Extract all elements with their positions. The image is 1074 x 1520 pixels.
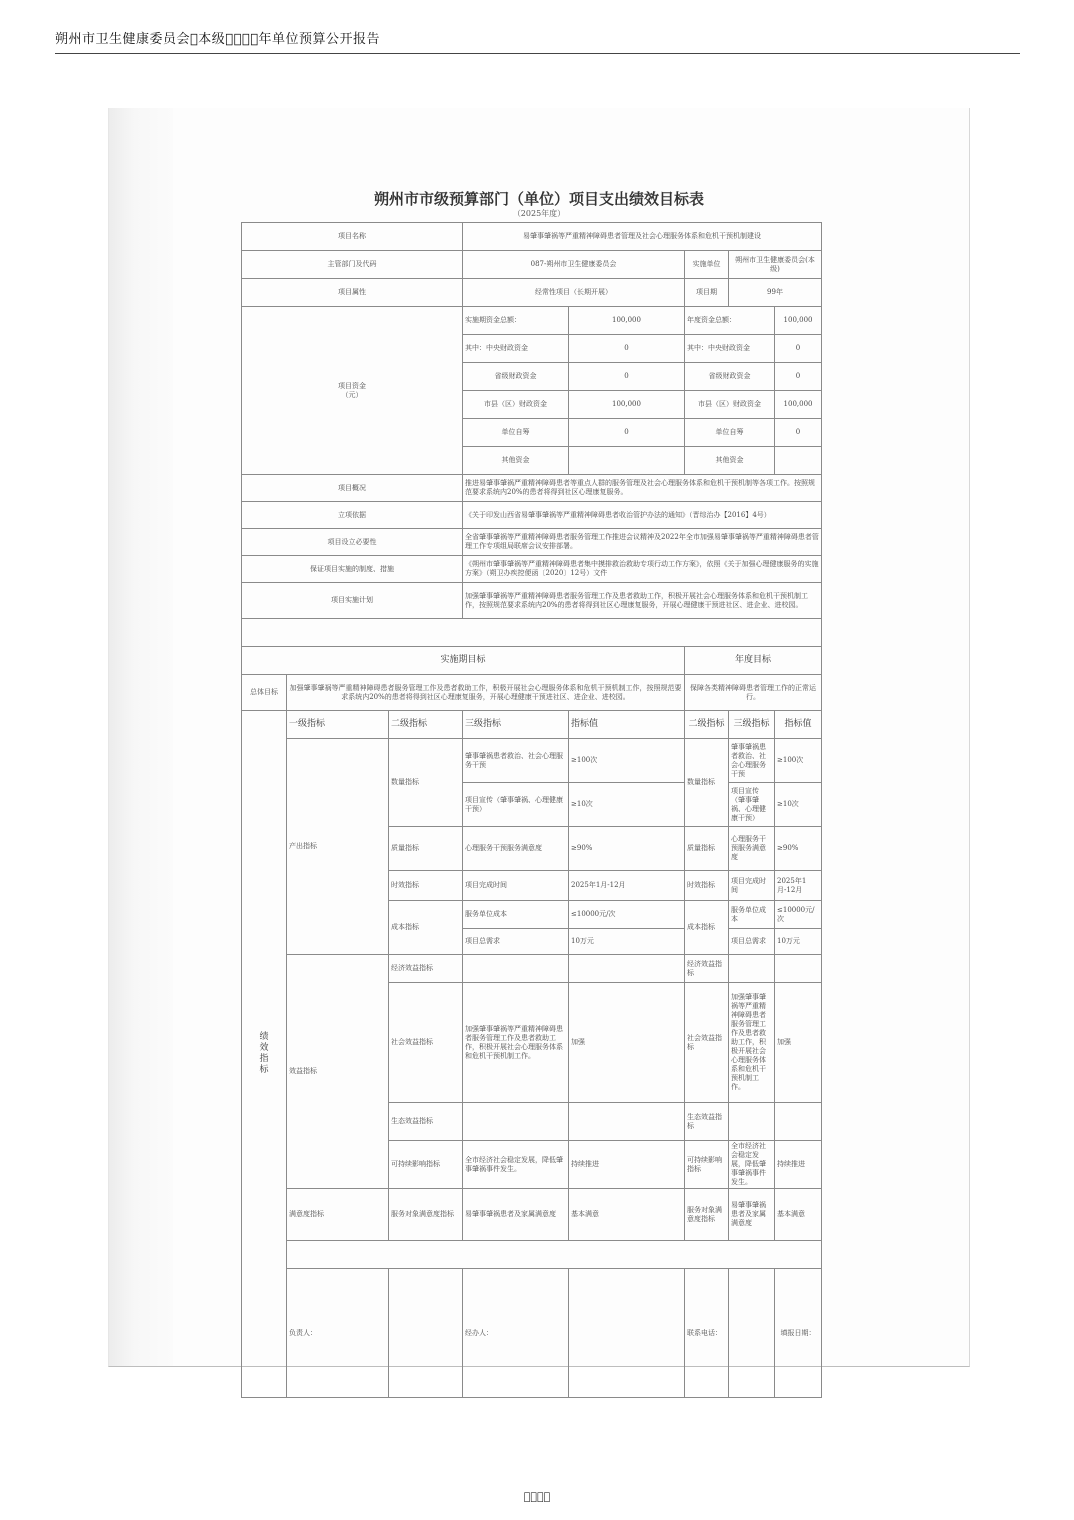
document-year: （2025年度） <box>512 209 566 218</box>
overall-goal-year: 保障各类精神障碍患者管理工作的正常运行。 <box>685 675 822 711</box>
fund-year-value-3: 0 <box>775 363 822 391</box>
fund-value-1: 100,000 <box>569 307 685 335</box>
fund-value-2: 0 <box>569 335 685 363</box>
fund-year-value-5: 0 <box>775 419 822 447</box>
fund-value-5: 0 <box>569 419 685 447</box>
q2-year-text: 项目宣传（肇事肇祸、心理健康干预） <box>729 783 775 827</box>
fund-value-3: 0 <box>569 363 685 391</box>
phone-label: 联系电话： <box>685 1269 729 1398</box>
necessity-label: 项目设立必要性 <box>242 529 463 556</box>
h-value-year: 指标值 <box>775 711 822 739</box>
quantity-indicator: 数量指标 <box>389 739 463 827</box>
cost1-year-value: ≤10000元/次 <box>775 901 822 929</box>
h-level2-year: 二级指标 <box>685 711 729 739</box>
impl-goal-header: 实施期目标 <box>242 647 685 675</box>
blank-row-2 <box>287 1241 822 1269</box>
measures-label: 保证项目实施的制度、措施 <box>242 556 463 583</box>
fund-year-label-4: 市县（区）财政资金 <box>685 391 775 419</box>
fund-value-6 <box>569 447 685 475</box>
eco-year-text <box>729 1103 775 1141</box>
econ-year-text <box>729 955 775 983</box>
scan-shadow-strip <box>109 108 173 1366</box>
fund-label-5: 单位自筹 <box>463 419 569 447</box>
q1-value: ≥100次 <box>569 739 685 783</box>
funds-label: 项目资金 （元） <box>242 307 463 475</box>
attr-label: 项目属性 <box>242 279 463 307</box>
output-indicator: 产出指标 <box>287 739 389 955</box>
handler-value <box>569 1269 685 1398</box>
q2-value: ≥10次 <box>569 783 685 827</box>
quality-indicator-year: 质量指标 <box>685 827 729 871</box>
q1-year-text: 肇事肇祸患者救治、社会心理服务干预 <box>729 739 775 783</box>
scanned-document <box>108 108 970 1367</box>
dept-value: 087-朔州市卫生健康委员会 <box>463 251 685 279</box>
h-value: 指标值 <box>569 711 685 739</box>
project-name-label: 项目名称 <box>242 223 463 251</box>
leader-label: 负责人： <box>287 1269 389 1398</box>
eco-value <box>569 1103 685 1141</box>
time-indicator-year: 时效指标 <box>685 871 729 901</box>
fund-label-6: 其他资金 <box>463 447 569 475</box>
fund-year-value-6 <box>775 447 822 475</box>
econ-indicator-year: 经济效益指标 <box>685 955 729 983</box>
q2-text: 项目宣传（肇事肇祸、心理健康干预） <box>463 783 569 827</box>
quality-value: ≥90% <box>569 827 685 871</box>
document-title: 朔州市市级预算部门（单位）项目支出绩效目标表 <box>373 190 704 208</box>
satisfaction-text: 易肇事肇祸患者及家属满意度 <box>463 1189 569 1241</box>
social-indicator: 社会效益指标 <box>389 983 463 1103</box>
fund-year-label-2: 其中：中央财政资金 <box>685 335 775 363</box>
time-year-text: 项目完成时间 <box>729 871 775 901</box>
econ-value <box>569 955 685 983</box>
social-indicator-year: 社会效益指标 <box>685 983 729 1103</box>
cost2-text: 项目总需求 <box>463 929 569 955</box>
quality-year-text: 心理服务干预服务满意度 <box>729 827 775 871</box>
fund-label-3: 省级财政资金 <box>463 363 569 391</box>
fund-label-2: 其中：中央财政资金 <box>463 335 569 363</box>
quality-text: 心理服务干预服务满意度 <box>463 827 569 871</box>
cost2-value: 10万元 <box>569 929 685 955</box>
attr-value: 经常性项目（长期开展） <box>463 279 685 307</box>
satisfaction-indicator: 满意度指标 <box>287 1189 389 1241</box>
social-text: 加强肇事肇祸等严重精神障碍患者服务管理工作及患者救助工作，积极开展社会心理服务体系和危机干预机制工作。 <box>463 983 569 1103</box>
eco-indicator-year: 生态效益指标 <box>685 1103 729 1141</box>
eco-year-value <box>775 1103 822 1141</box>
fund-value-4: 100,000 <box>569 391 685 419</box>
satisfaction-value: 基本满意 <box>569 1189 685 1241</box>
fund-year-label-6: 其他资金 <box>685 447 775 475</box>
fund-year-label-1: 年度资金总额： <box>685 307 775 335</box>
plan-text: 加强肇事肇祸等严重精神障碍患者服务管理工作及患者救助工作，积极开展社会心理服务体系和危机干预机制工作，按照规范要求系统内20%的患者将得到社区心理康复服务，开展心理健康干预进社区、进企业、进校园。 <box>463 583 822 619</box>
service-satisfaction-indicator: 服务对象满意度指标 <box>389 1189 463 1241</box>
cost1-text: 服务单位成本 <box>463 901 569 929</box>
blank-row-1 <box>242 619 822 647</box>
period-label: 项目期 <box>685 279 729 307</box>
impl-unit-label: 实施单位 <box>685 251 729 279</box>
summary-text: 推进易肇事肇祸严重精神障碍患者等重点人群的服务管理及社会心理服务体系和危机干预机制等各项工作。按照规范要求系统内20%的患者将得到社区心理康复服务。 <box>463 475 822 502</box>
sustain-year-value: 持续推进 <box>775 1141 822 1189</box>
quality-year-value: ≥90% <box>775 827 822 871</box>
sustain-value: 持续推进 <box>569 1141 685 1189</box>
h-level1: 一级指标 <box>287 711 389 739</box>
year-goal-header: 年度目标 <box>685 647 822 675</box>
benefit-indicator: 效益指标 <box>287 955 389 1189</box>
satisfaction-year-text: 易肇事肇祸患者及家属满意度 <box>729 1189 775 1241</box>
social-year-value: 加强 <box>775 983 822 1103</box>
cost1-year-text: 服务单位成本 <box>729 901 775 929</box>
project-name: 易肇事肇祸等严重精神障碍患者管理及社会心理服务体系和危机干预机制建设 <box>463 223 822 251</box>
eco-indicator: 生态效益指标 <box>389 1103 463 1141</box>
cost-indicator: 成本指标 <box>389 901 463 955</box>
date-label: 填报日期： <box>775 1269 822 1398</box>
h-level2: 二级指标 <box>389 711 463 739</box>
eco-text <box>463 1103 569 1141</box>
dept-label: 主管部门及代码 <box>242 251 463 279</box>
service-satisfaction-indicator-year: 服务对象满意度指标 <box>685 1189 729 1241</box>
quantity-indicator-year: 数量指标 <box>685 739 729 827</box>
basis-text: 《关于印发山西省易肇事肇祸等严重精神障碍患者收治管护办法的通知》（晋综治办【2016】4号） <box>463 502 822 529</box>
fund-year-value-4: 100,000 <box>775 391 822 419</box>
h-level3-year: 三级指标 <box>729 711 775 739</box>
leader-value <box>389 1269 463 1398</box>
phone-value <box>729 1269 775 1398</box>
econ-indicator: 经济效益指标 <box>389 955 463 983</box>
cost2-year-text: 项目总需求 <box>729 929 775 955</box>
sustain-year-text: 全市经济社会稳定发展，降低肇事肇祸事件发生。 <box>729 1141 775 1189</box>
social-year-text: 加强肇事肇祸等严重精神障碍患者服务管理工作及患者救助工作，积极开展社会心理服务体系和危机干预机制工作。 <box>729 983 775 1103</box>
time-year-value: 2025年1月-12月 <box>775 871 822 901</box>
performance-table <box>241 222 821 1398</box>
overall-goal-label: 总体目标 <box>242 675 287 711</box>
fund-label-4: 市县（区）财政资金 <box>463 391 569 419</box>
time-indicator: 时效指标 <box>389 871 463 901</box>
necessity-text: 全省肇事肇祸等严重精神障碍患者服务管理工作推进会议精神及2022年全市加强易肇事肇祸等严重精神障碍患者管理工作专项组局联席会议安排部署。 <box>463 529 822 556</box>
page-number:      <box>523 1490 551 1503</box>
time-text: 项目完成时间 <box>463 871 569 901</box>
fund-label-1: 实施期资金总额： <box>463 307 569 335</box>
overall-goal-impl: 加强肇事肇祸等严重精神障碍患者服务管理工作及患者救助工作，积极开展社会心理服务体系和危机干预机制工作，按照规范要求系统内20%的患者将得到社区心理康复服务，开展心理健康干预进社区、进企业、进校园。 <box>287 675 685 711</box>
page-header: 朔州市卫生健康委员会 本级    年单位预算公开报告 <box>55 28 1020 54</box>
econ-text <box>463 955 569 983</box>
fund-year-value-2: 0 <box>775 335 822 363</box>
basis-label: 立项依据 <box>242 502 463 529</box>
fund-year-label-3: 省级财政资金 <box>685 363 775 391</box>
measures-text: 《朔州市肇事肇祸等严重精神障碍患者集中摸排救治救助专项行动工作方案》，依照《关于加强心理健康服务的实施方案》（朔卫办疾控便函〔2020〕12号）文件 <box>463 556 822 583</box>
quality-indicator: 质量指标 <box>389 827 463 871</box>
summary-label: 项目概况 <box>242 475 463 502</box>
q1-text: 肇事肇祸患者救治、社会心理服务干预 <box>463 739 569 783</box>
perf-indicator-label: 绩 效 指 标 <box>242 711 287 1398</box>
q1-year-value: ≥100次 <box>775 739 822 783</box>
fund-year-value-1: 100,000 <box>775 307 822 335</box>
sustain-text: 全市经济社会稳定发展，降低肇事肇祸事件发生。 <box>463 1141 569 1189</box>
cost-indicator-year: 成本指标 <box>685 901 729 955</box>
social-value: 加强 <box>569 983 685 1103</box>
time-value: 2025年1月-12月 <box>569 871 685 901</box>
satisfaction-year-value: 基本满意 <box>775 1189 822 1241</box>
plan-label: 项目实施计划 <box>242 583 463 619</box>
cost1-value: ≤10000元/次 <box>569 901 685 929</box>
period-value: 99年 <box>729 279 822 307</box>
handler-label: 经办人： <box>463 1269 569 1398</box>
econ-year-value <box>775 955 822 983</box>
q2-year-value: ≥10次 <box>775 783 822 827</box>
fund-year-label-5: 单位自筹 <box>685 419 775 447</box>
h-level3: 三级指标 <box>463 711 569 739</box>
sustain-indicator-year: 可持续影响指标 <box>685 1141 729 1189</box>
cost2-year-value: 10万元 <box>775 929 822 955</box>
sustain-indicator: 可持续影响指标 <box>389 1141 463 1189</box>
impl-unit-value: 朔州市卫生健康委员会(本级) <box>729 251 822 279</box>
